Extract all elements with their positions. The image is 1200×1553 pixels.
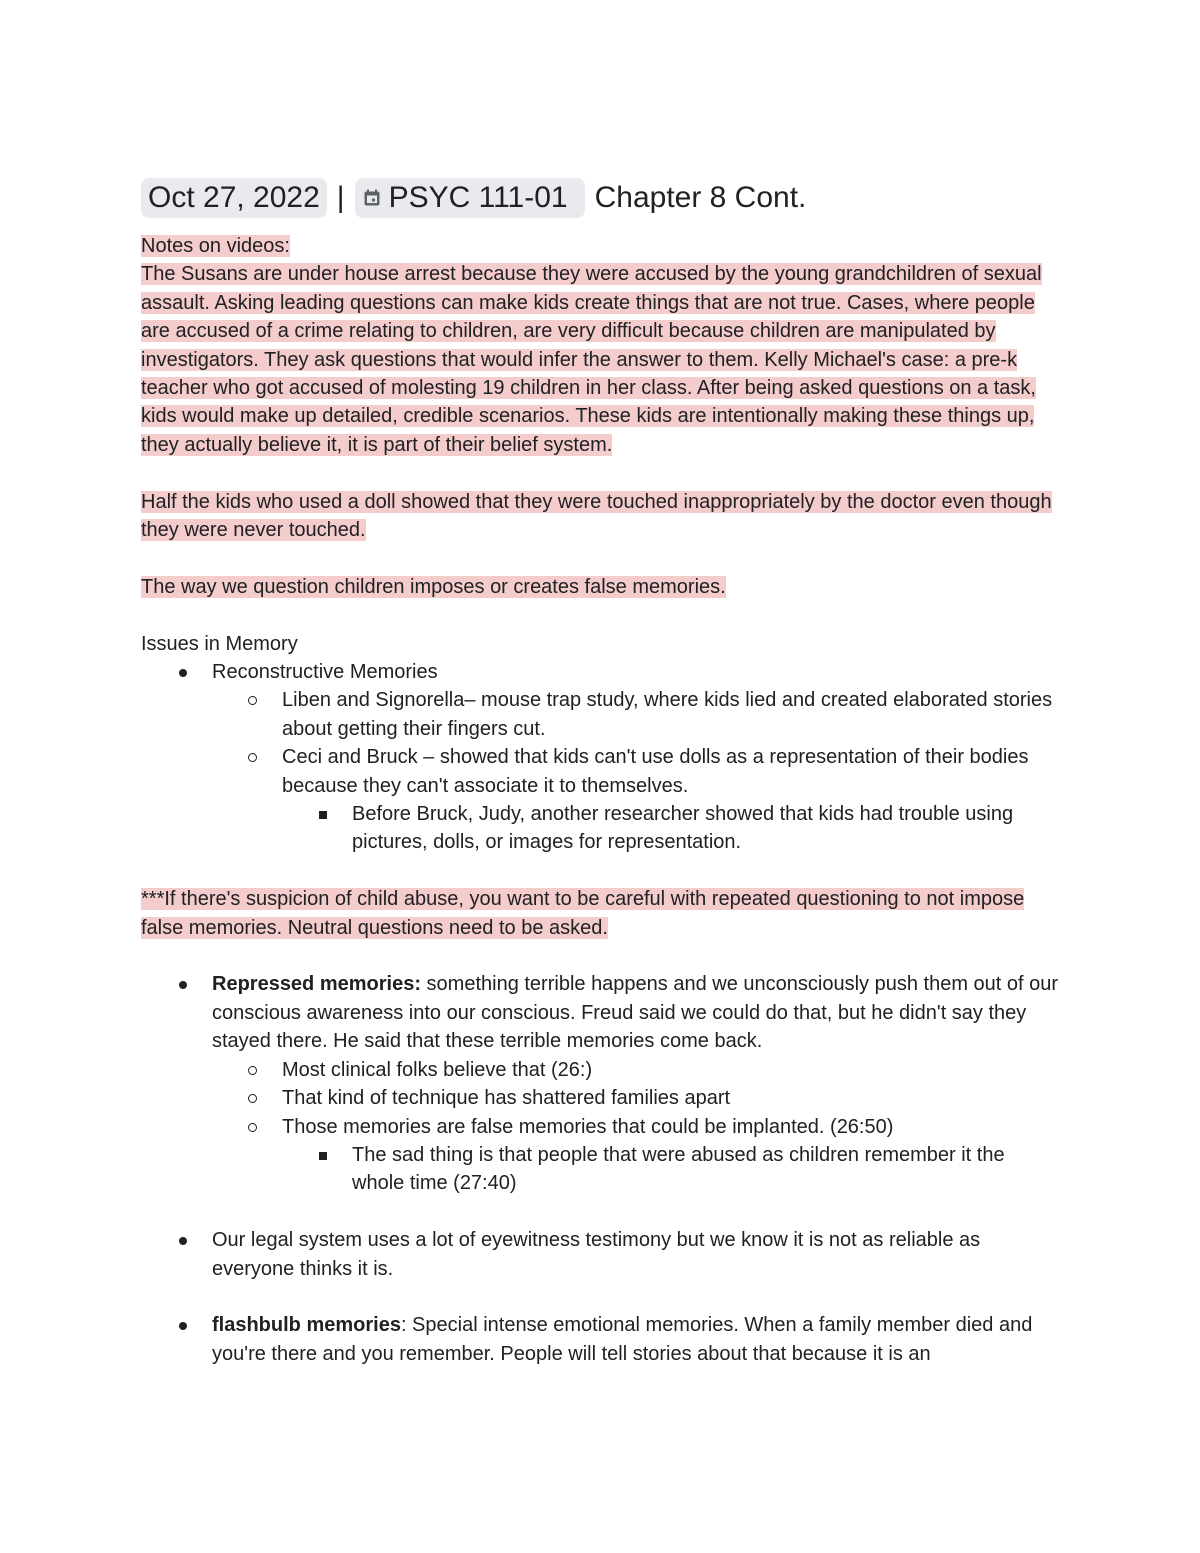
bullet-circle-icon [248,1123,257,1132]
list-item [141,1056,1061,1084]
notes-paragraph-2: Half the kids who used a doll showed that they were touched inappropriately by the doctor even though they were never touched. [141,490,1052,542]
flashbulb-text: : Special intense emotional memories. When a family member died and you're there and you remember. People will tell stories about that because it is an [212,1314,1033,1365]
list-item [141,970,1061,1055]
bullet-square-icon [319,811,327,819]
repressed-sub-3: Those memories are false memories that could be implanted. (26:50) [282,1115,894,1138]
repressed-sub-1: Most clinical folks believe that (26:) [282,1058,593,1081]
repressed-sub-3-detail: The sad thing is that people that were abused as children remember it the whole time (27:40) [352,1143,1005,1195]
eyewitness-list [141,1226,1061,1283]
notes-section [141,232,1061,459]
bullet-circle-icon [248,1066,257,1075]
repressed-text: something terrible happens and we unconsciously push them out of our conscious awareness into our conscious. Freud said we could do that, but he didn't say they stayed there. He said that these terrible memories come back. [212,973,1059,1053]
document-body [141,232,1061,1368]
list-item [141,743,1061,800]
title-separator: | [336,181,345,214]
reconstructive-label: Reconstructive Memories [212,661,438,684]
event-chip-label: PSYC 111-01 [388,181,568,214]
notes-paragraph-1: The Susans are under house arrest because they were accused by the young grandchildren of sexual assault. Asking leading questions can make kids create things that are not true. Cases, where people are accused of a crime relating to children, are very difficult because children are manipulated by investigators. They ask questions that would infer the answer to them. Kelly Michael's case: a pre-k teacher who got accused of molesting 19 children in her class. After being asked questions on a task, kids would make up detailed, credible scenarios. These kids are intentionally making these things up, they actually believe it, it is part of their belief system. [141,263,1042,456]
reconstructive-sub-1: Liben and Signorella– mouse trap study, where kids lied and created elaborated stories about getting their fingers cut. [282,689,1053,740]
reconstructive-sub-2-detail: Before Bruck, Judy, another researcher showed that kids had trouble using pictures, dolls, or images for representation. [352,803,1014,854]
warning-block [141,885,1061,942]
notes-paragraph-2-block [141,488,1061,545]
flashbulb-list [141,1311,1061,1368]
bullet-disc-icon [179,669,187,677]
reconstructive-sub-2: Ceci and Bruck – showed that kids can't use dolls as a representation of their bodies because they can't associate it to themselves. [282,746,1029,797]
bullet-circle-icon [248,753,257,762]
page-title: Chapter 8 Cont. [594,181,807,214]
date-chip[interactable]: Oct 27, 2022 [141,178,327,218]
bullet-square-icon [319,1152,327,1160]
calendar-icon [363,189,381,207]
notes-heading: Notes on videos: [141,235,290,257]
list-item [141,686,1061,743]
event-chip[interactable] [355,178,585,218]
title-row [141,176,806,220]
list-item [141,1226,1061,1283]
list-item [141,1113,1061,1141]
bullet-disc-icon [179,981,187,989]
list-item [141,800,1061,857]
list-item [141,1311,1061,1368]
repressed-term: Repressed memories: [212,973,421,996]
flashbulb-term: flashbulb memories [212,1314,401,1337]
list-item [141,658,1061,686]
memory-types-list [141,970,1061,1197]
issues-heading: Issues in Memory [141,632,298,655]
repressed-sub-2: That kind of technique has shattered families apart [282,1087,731,1110]
eyewitness-text: Our legal system uses a lot of eyewitness testimony but we know it is not as reliable as everyone thinks it is. [212,1229,981,1280]
bullet-circle-icon [248,1094,257,1103]
bullet-disc-icon [179,1322,187,1330]
bullet-circle-icon [248,696,257,705]
bullet-disc-icon [179,1237,187,1245]
issues-list [141,658,1061,857]
warning-text: ***If there's suspicion of child abuse, you want to be careful with repeated questioning to not impose false memories. Neutral questions need to be asked. [141,888,1025,939]
notes-paragraph-3: The way we question children imposes or creates false memories. [141,575,726,598]
list-item [141,1084,1061,1112]
list-item [141,1141,1061,1198]
notes-paragraph-3-block [141,573,1061,601]
